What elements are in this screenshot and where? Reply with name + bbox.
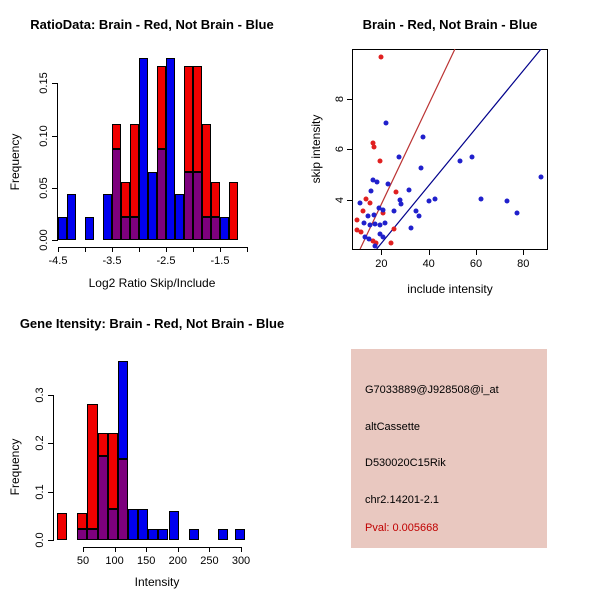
scatter-point-not-brain <box>418 166 423 171</box>
ratio_hist-bar <box>211 217 220 240</box>
gene_hist-x-tick-label: 150 <box>137 555 156 567</box>
scatter-point-brain <box>393 190 398 195</box>
gene_hist-x-tick-label: 100 <box>105 555 124 567</box>
ratio_hist-bar <box>112 149 121 240</box>
scatter-point-not-brain <box>361 220 366 225</box>
scatter-point-not-brain <box>539 175 544 180</box>
gene-hist-xlabel: Intensity <box>134 575 180 589</box>
ratio_hist-x-tick <box>193 247 194 252</box>
ratio_hist-x-tick-label: -2.5 <box>156 255 176 267</box>
ratio_hist-y-tick-label: 0.10 <box>38 124 50 147</box>
gene_hist-bar <box>169 511 179 540</box>
gene-name-text: D530020C15Rik <box>365 457 446 469</box>
scatter-x-tick <box>429 250 430 255</box>
scatter-x-tick-label: 40 <box>422 258 435 270</box>
scatter-point-not-brain <box>373 243 378 248</box>
gene_hist-x-tick <box>83 547 84 552</box>
ratio-hist-title: RatioData: Brain - Red, Not Brain - Blue <box>30 17 274 32</box>
ratio_hist-x-tick-label: -1.5 <box>210 255 230 267</box>
scatter-point-not-brain <box>357 200 362 205</box>
scatter-point-not-brain <box>407 187 412 192</box>
scatter-point-not-brain <box>399 201 404 206</box>
gene_hist-bar <box>87 404 97 529</box>
ratio-hist-xlabel: Log2 Ratio Skip/Include <box>88 276 216 290</box>
ratio_hist-bar <box>193 172 202 240</box>
ratio_hist-y-tick <box>52 136 57 137</box>
gene_hist-bar <box>108 509 118 540</box>
ratio_hist-bar <box>157 149 166 240</box>
scatter-fit-lines <box>352 49 548 250</box>
scatter-point-not-brain <box>409 225 414 230</box>
ratio_hist-bar <box>58 217 67 240</box>
gene_hist-bar <box>57 513 67 540</box>
gene_hist-y-tick <box>48 443 53 444</box>
ratio_hist-bar <box>202 217 211 240</box>
ratio_hist-y-tick-label: 0.00 <box>38 229 50 251</box>
gene_hist-bar <box>98 456 108 540</box>
scatter-point-not-brain <box>417 214 422 219</box>
probe-id-text: G7033889@J928508@i_at <box>365 384 499 396</box>
scatter-point-not-brain <box>457 158 462 163</box>
ratio_hist-bar <box>157 66 166 150</box>
gene_hist-y-tick <box>48 492 53 493</box>
scatter-point-not-brain <box>381 234 386 239</box>
blue-fit-line <box>377 49 541 249</box>
ratio_hist-y-tick <box>52 83 57 84</box>
ratio_hist-bar <box>229 182 238 240</box>
scatter-title: Brain - Red, Not Brain - Blue <box>362 17 538 32</box>
ratio_hist-bar <box>130 217 139 240</box>
ratio_hist-bar <box>193 66 202 172</box>
scatter-point-not-brain <box>380 208 385 213</box>
scatter-x-tick <box>523 250 524 255</box>
gene_hist-y-tick-label: 0.2 <box>34 435 46 451</box>
gene_hist-y-tick-label: 0.3 <box>34 387 46 403</box>
gene_hist-bar <box>108 433 118 509</box>
scatter-x-tick-label: 20 <box>375 258 388 270</box>
ratio_hist-bar <box>85 217 94 240</box>
gene_hist-bar <box>235 529 245 540</box>
gene-hist-title: Gene Itensity: Brain - Red, Not Brain - Blue <box>19 316 285 331</box>
ratio_hist-x-tick <box>220 247 221 252</box>
ratio_hist-x-tick-label: -4.5 <box>48 255 68 267</box>
gene_hist-bar <box>148 529 158 540</box>
scatter-point-not-brain <box>391 209 396 214</box>
scatter-ylabel: skip intensity <box>309 114 323 184</box>
ratio_hist-y-tick-label: 0.15 <box>38 72 50 95</box>
gene_hist-bar <box>189 529 199 540</box>
scatter-point-not-brain <box>368 189 373 194</box>
gene_hist-bar <box>118 361 128 459</box>
scatter-point-not-brain <box>374 180 379 185</box>
scatter-x-tick <box>476 250 477 255</box>
gene_hist-bar <box>138 509 148 540</box>
gene_hist-x-tick <box>146 547 147 552</box>
ratio_hist-bar <box>121 182 130 217</box>
scatter-point-not-brain <box>371 213 376 218</box>
ratio_hist-bar <box>130 124 139 217</box>
ratio_hist-bar <box>67 194 76 240</box>
gene_hist-bar <box>118 459 128 540</box>
gene_hist-x-tick <box>178 547 179 552</box>
splice-type-text: altCassette <box>365 421 421 433</box>
gene_hist-x-tick <box>241 547 242 552</box>
gene_hist-bar <box>98 433 108 456</box>
scatter-point-brain <box>355 218 360 223</box>
gene_hist-x-tick-label: 250 <box>200 555 219 567</box>
gene_hist-x-tick-label: 200 <box>168 555 187 567</box>
gene_hist-y-tick <box>48 540 53 541</box>
ratio_hist-bar <box>166 58 175 240</box>
gene_hist-y-tick-label: 0.0 <box>34 532 46 548</box>
scatter-point-not-brain <box>366 237 371 242</box>
gene_hist-bar <box>77 529 87 540</box>
scatter-x-tick-label: 80 <box>517 258 530 270</box>
ratio_hist-x-tick <box>139 247 140 252</box>
scatter-xlabel: include intensity <box>407 282 493 296</box>
ratio-hist-ylabel: Frequency <box>8 133 22 191</box>
scatter-point-not-brain <box>426 199 431 204</box>
ratio_hist-bar <box>211 182 220 217</box>
ratio_hist-x-tick <box>166 247 167 252</box>
ratio_hist-bar <box>103 194 112 240</box>
ratio_hist-bar <box>139 58 148 240</box>
gene_hist-x-tick <box>115 547 116 552</box>
ratio_hist-bar <box>184 66 193 172</box>
scatter-point-not-brain <box>382 220 387 225</box>
gene-info-panel <box>351 349 547 548</box>
gene_hist-y-tick <box>48 395 53 396</box>
scatter-point-not-brain <box>470 154 475 159</box>
gene_hist-x-tick-label: 50 <box>76 555 90 567</box>
scatter-point-brain <box>358 229 363 234</box>
ratio_hist-y-tick <box>52 240 57 241</box>
scatter-point-not-brain <box>504 198 509 203</box>
gene_hist-bar <box>158 529 168 540</box>
scatter-point-not-brain <box>396 154 401 159</box>
scatter-point-not-brain <box>386 181 391 186</box>
ratio_hist-y-tick <box>52 188 57 189</box>
scatter-point-not-brain <box>365 214 370 219</box>
gene_hist-y-tick-label: 0.1 <box>34 483 46 500</box>
scatter-point-brain <box>388 241 393 246</box>
scatter-point-brain <box>378 158 383 163</box>
chromosome-location-text: chr2.14201-2.1 <box>365 494 439 506</box>
gene_hist-bar <box>87 529 97 540</box>
scatter-x-tick <box>381 250 382 255</box>
gene-hist-ylabel: Frequency <box>8 438 22 496</box>
gene_hist-bar <box>77 513 87 529</box>
gene_hist-y-axis <box>53 395 54 541</box>
gene_hist-bar <box>218 529 228 540</box>
gene_hist-bar <box>128 509 138 540</box>
ratio_hist-x-tick <box>247 247 248 252</box>
ratio_hist-bar <box>148 172 157 240</box>
scatter-point-not-brain <box>432 196 437 201</box>
ratio_hist-y-tick-label: 0.05 <box>38 177 50 199</box>
scatter-point-not-brain <box>420 134 425 139</box>
scatter-point-not-brain <box>515 210 520 215</box>
gene_hist-x-axis <box>83 547 242 548</box>
ratio_hist-bar <box>112 124 121 149</box>
scatter-y-tick-label: 6 <box>334 146 346 153</box>
scatter-point-not-brain <box>383 120 388 125</box>
scatter-point-brain <box>368 200 373 205</box>
scatter-point-not-brain <box>413 209 418 214</box>
scatter-point-not-brain <box>478 197 483 202</box>
ratio_hist-bar <box>121 217 130 240</box>
ratio_hist-bar <box>220 217 229 240</box>
scatter-y-tick-label: 8 <box>334 95 346 102</box>
scatter-y-tick-label: 4 <box>334 196 346 204</box>
gene_hist-x-tick-label: 300 <box>231 555 251 567</box>
gene_hist-x-tick <box>209 547 210 552</box>
ratio_hist-bar <box>175 194 184 240</box>
scatter-point-brain <box>360 209 365 214</box>
ratio_hist-x-tick-label: -3.5 <box>102 255 122 267</box>
ratio_hist-bar <box>184 172 193 240</box>
ratio_hist-bar <box>202 124 211 217</box>
ratio_hist-x-tick <box>112 247 113 252</box>
pval-text: Pval: 0.005668 <box>365 522 439 534</box>
ratio_hist-x-tick <box>85 247 86 252</box>
scatter-point-brain <box>391 227 396 232</box>
ratio_hist-x-tick <box>58 247 59 252</box>
scatter-point-brain <box>372 144 377 149</box>
scatter-point-brain <box>378 54 383 59</box>
scatter-x-tick-label: 60 <box>469 258 483 270</box>
